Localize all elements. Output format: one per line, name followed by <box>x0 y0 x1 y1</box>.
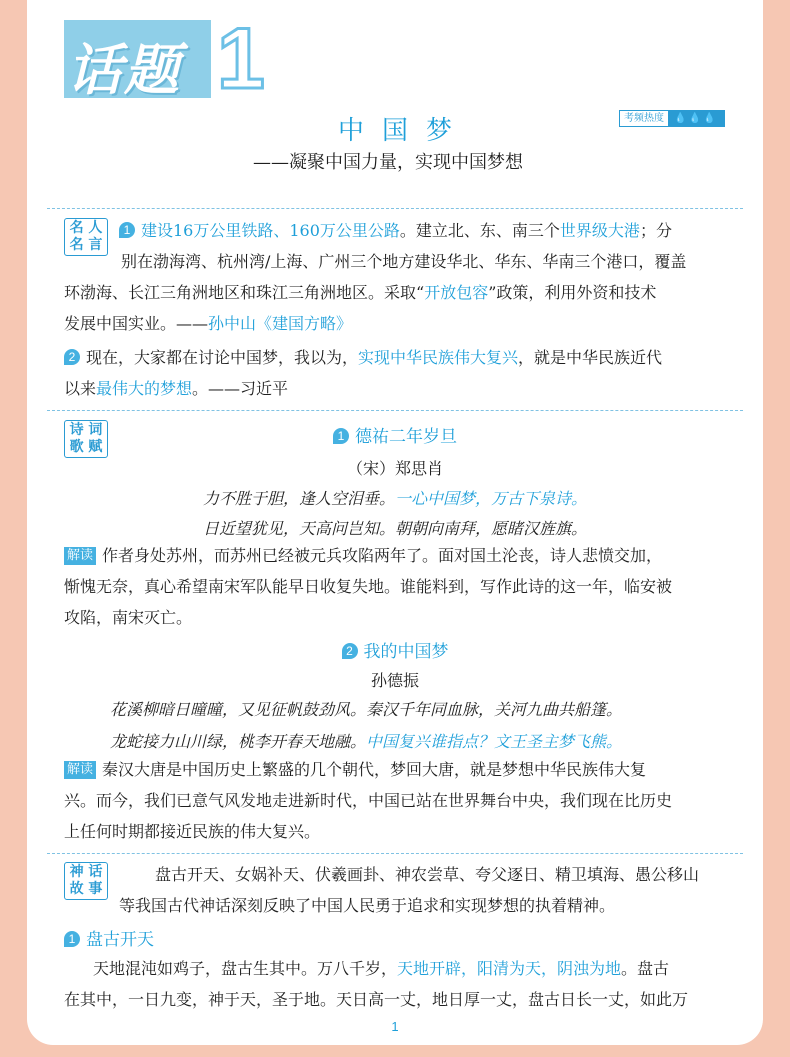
myths-intro-line1: 盘古开天、女娲补天、伏羲画卦、神农尝草、夸父逐日、精卫填海、愚公移山 <box>155 865 700 884</box>
poem-2-explanation: 解读 秦汉大唐是中国历史上繁盛的几个朝代，梦回大唐，就是梦想中华民族伟大复 <box>64 754 754 785</box>
poem-1-author: （宋）郑思肖 <box>346 459 443 478</box>
poem-1-explanation: 解读 作者身处苏州，而苏州已经被元兵攻陷两年了。面对国土沦丧，诗人悲愤交加， <box>64 540 754 571</box>
page <box>27 0 763 1045</box>
topic-number: 1 <box>217 11 265 107</box>
poem-2-expl-line2: 兴。而今，我们已意气风发地走进新时代，中国已站在世界舞台中央，我们现在比历史 <box>64 791 673 810</box>
poem-2-title: 2 我的中国梦 <box>27 637 763 662</box>
divider <box>47 853 743 854</box>
myths-tag: 神 话 故 事 <box>64 862 108 900</box>
quote-2: 2 现在，大家都在讨论中国梦，我以为，实现中华民族伟大复兴，就是中华民族近代 <box>64 342 662 373</box>
divider <box>47 208 743 209</box>
poem-1-line2: 日近望犹见，天高问岂知。朝朝向南拜，愿睹汉旌旗。 <box>202 519 587 538</box>
myth-1-title: 1 盘古开天 <box>64 925 154 950</box>
poem-1-title: 1 德祐二年岁旦 <box>27 422 763 447</box>
topic-label: 话题 <box>67 37 182 102</box>
quote-1-line2: 别在渤海湾、杭州湾/上海、广州三个地方建设华北、华东、华南三个港口，覆盖 <box>121 252 687 271</box>
heat-label: 考频热度 <box>620 111 668 126</box>
number-2-icon: 2 <box>342 643 358 659</box>
poem-1-expl-line3: 攻陷，南宋灭亡。 <box>64 608 193 627</box>
frequency-heat-badge <box>619 110 725 127</box>
poem-1-expl-line2: 惭愧无奈，真心希望南宋军队能早日收复失地。谁能料到，写作此诗的这一年，临安被 <box>64 577 673 596</box>
number-1-icon: 1 <box>119 222 135 238</box>
quote-1: 1 建设16万公里铁路、160万公里公路。建立北、东、南三个世界级大港；分 <box>119 215 739 246</box>
page-subtitle: ——凝聚中国力量，实现中国梦想 <box>253 152 523 173</box>
divider <box>47 410 743 411</box>
poem-2-expl-line3: 上任何时期都接近民族的伟大复兴。 <box>64 822 321 841</box>
page-title: 中国梦 <box>337 116 470 146</box>
quote-1-line3: 环渤海、长江三角洲地区和珠江三角洲地区。采取“开放包容”政策，利用外资和技术 <box>64 283 657 302</box>
page-number: 1 <box>391 1019 399 1034</box>
number-1-icon: 1 <box>64 931 80 947</box>
number-1-icon: 1 <box>333 428 349 444</box>
myth-1-line2: 在其中，一日九变，神于天，圣于地。天日高一丈，地日厚一丈，盘古日长一丈，如此万 <box>64 990 689 1009</box>
poem-2-line1: 花溪柳暗日曈曈，又见征帆鼓劲风。秦汉千年同血脉，关河九曲共船篷。 <box>110 700 623 719</box>
poem-2-author: 孙德振 <box>370 671 419 690</box>
quote-1-line4: 发展中国实业。——孙中山《建国方略》 <box>64 314 353 333</box>
myths-intro-line2: 等我国古代神话深刻反映了中国人民勇于追求和实现梦想的执着精神。 <box>119 896 616 915</box>
poem-1-line1: 力不胜于胆，逢人空泪垂。一心中国梦，万古下泉诗。 <box>202 489 588 508</box>
quotes-tag: 名 人 名 言 <box>64 218 108 256</box>
drop-icon: 💧💧💧 <box>668 111 724 126</box>
interpretation-badge: 解读 <box>64 761 96 779</box>
interpretation-badge: 解读 <box>64 547 96 565</box>
poem-2-line2: 龙蛇接力山川绿，桃李开春天地融。中国复兴谁指点？文王圣主梦飞熊。 <box>110 732 623 751</box>
poems-tag: 诗 词 歌 赋 <box>64 420 108 458</box>
myth-1-line1: 天地混沌如鸡子，盘古生其中。万八千岁，天地开辟，阳清为天，阴浊为地。盘古 <box>93 959 670 978</box>
number-2-icon: 2 <box>64 349 80 365</box>
quote-2-line2: 以来最伟大的梦想。——习近平 <box>64 379 289 398</box>
